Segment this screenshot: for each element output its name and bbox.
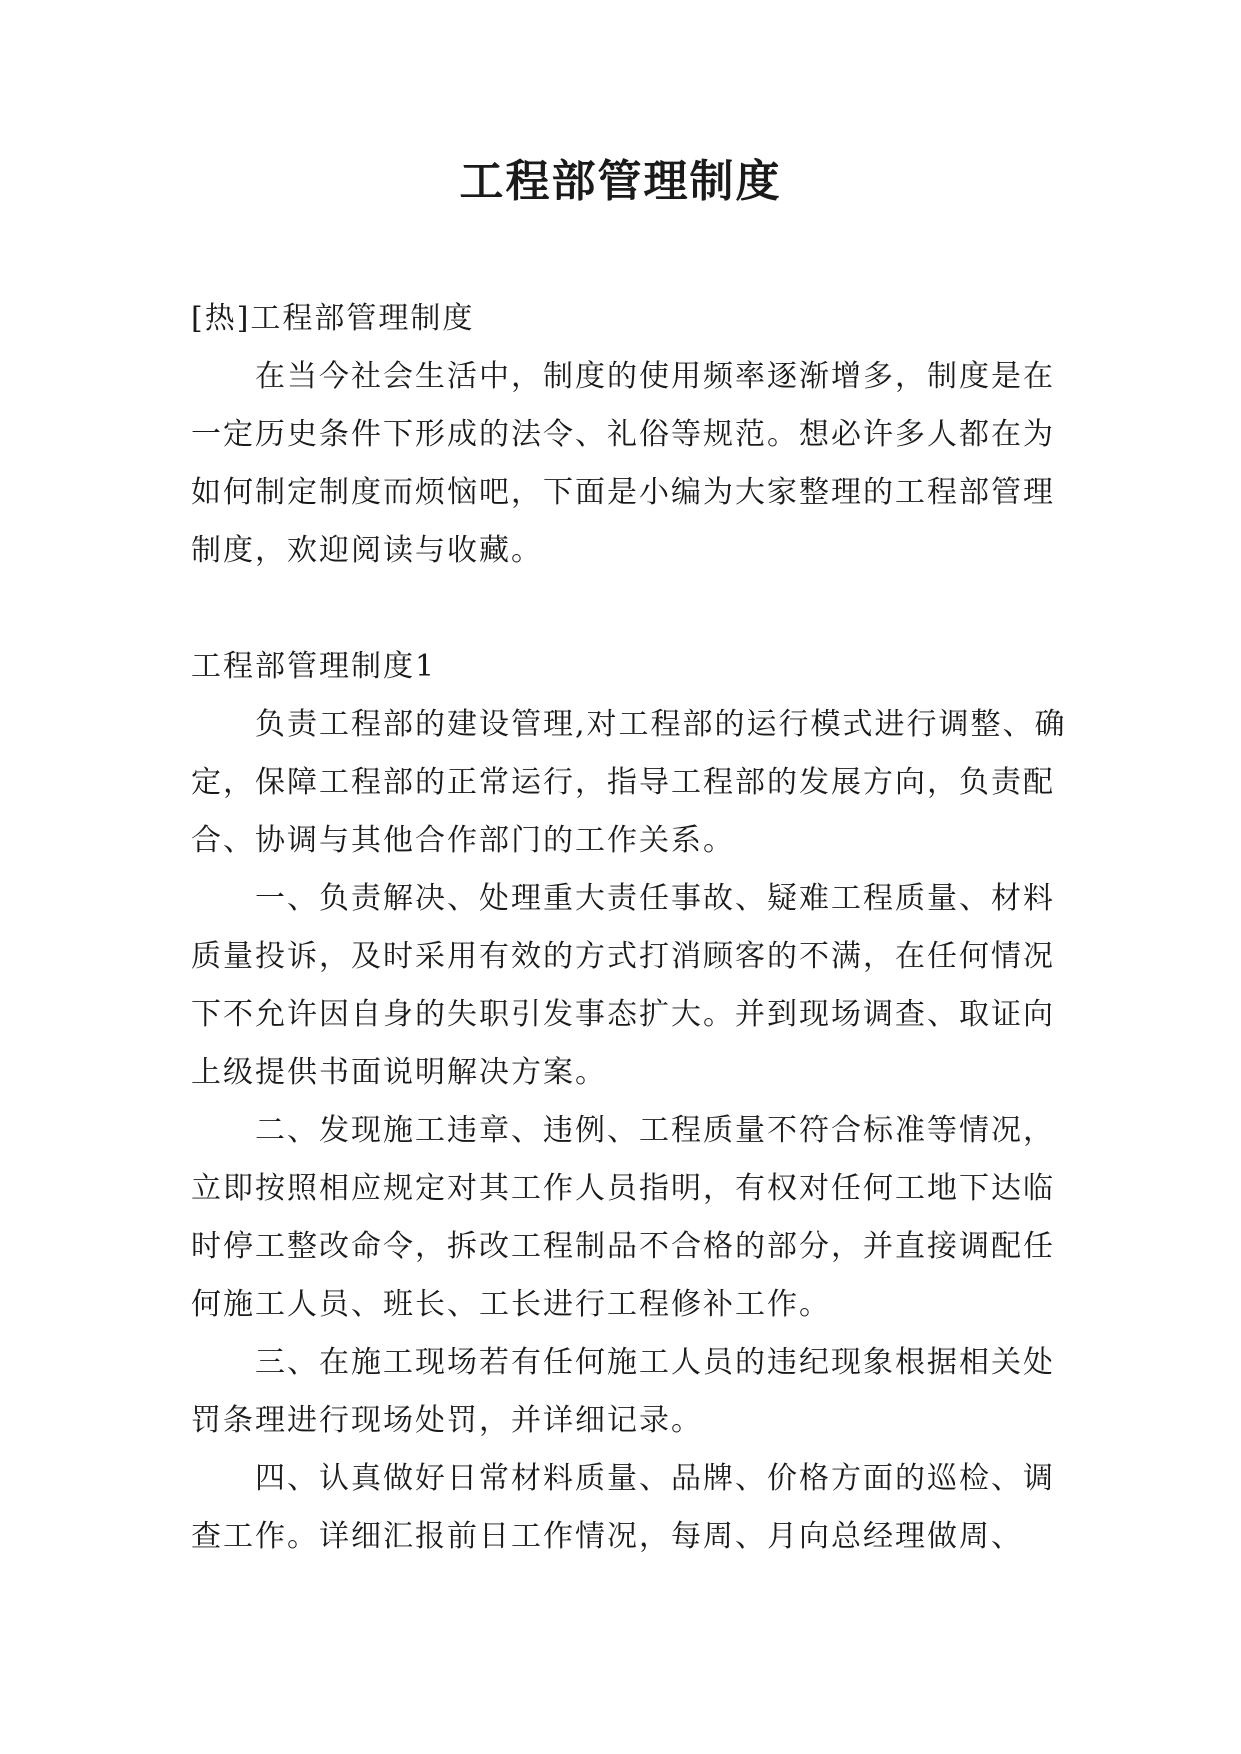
document-body [191,290,1071,1566]
body-paragraph: 二、发现施工违章、违例、工程质量不符合标准等情况，立即按照相应规定对其工作人员指明，有权对任何工地下达临时停工整改命令，拆改工程制品不合格的部分，并直接调配任何施工人员、班长、工长进行工程修补工作。 [191,1113,1055,1322]
section-heading: 工程部管理制度1 [191,649,437,684]
body-paragraph: 四、认真做好日常材料质量、品牌、价格方面的巡检、调查工作。详细汇报前日工作情况，每周、月向总经理做周、 [191,1461,1055,1554]
body-paragraph: 负责工程部的建设管理,对工程部的运行模式进行调整、确定，保障工程部的正常运行，指导工程部的发展方向，负责配合、协调与其他合作部门的工作关系。 [191,707,1067,858]
intro-paragraph: 在当今社会生活中，制度的使用频率逐渐增多，制度是在一定历史条件下形成的法令、礼俗等规范。想必许多人都在为如何制定制度而烦恼吧，下面是小编为大家整理的工程部管理制度，欢迎阅读与收藏。 [191,359,1055,568]
body-paragraph: 三、在施工现场若有任何施工人员的违纪现象根据相关处罚条理进行现场处罚，并详细记录。 [191,1345,1055,1438]
body-paragraph: 一、负责解决、处理重大责任事故、疑难工程质量、材料质量投诉，及时采用有效的方式打消顾客的不满，在任何情况下不允许因自身的失职引发事态扩大。并到现场调查、取证向上级提供书面说明解决方案。 [191,881,1055,1090]
document-title: 工程部管理制度 [459,156,782,207]
document-subtitle: [热]工程部管理制度 [191,301,475,336]
